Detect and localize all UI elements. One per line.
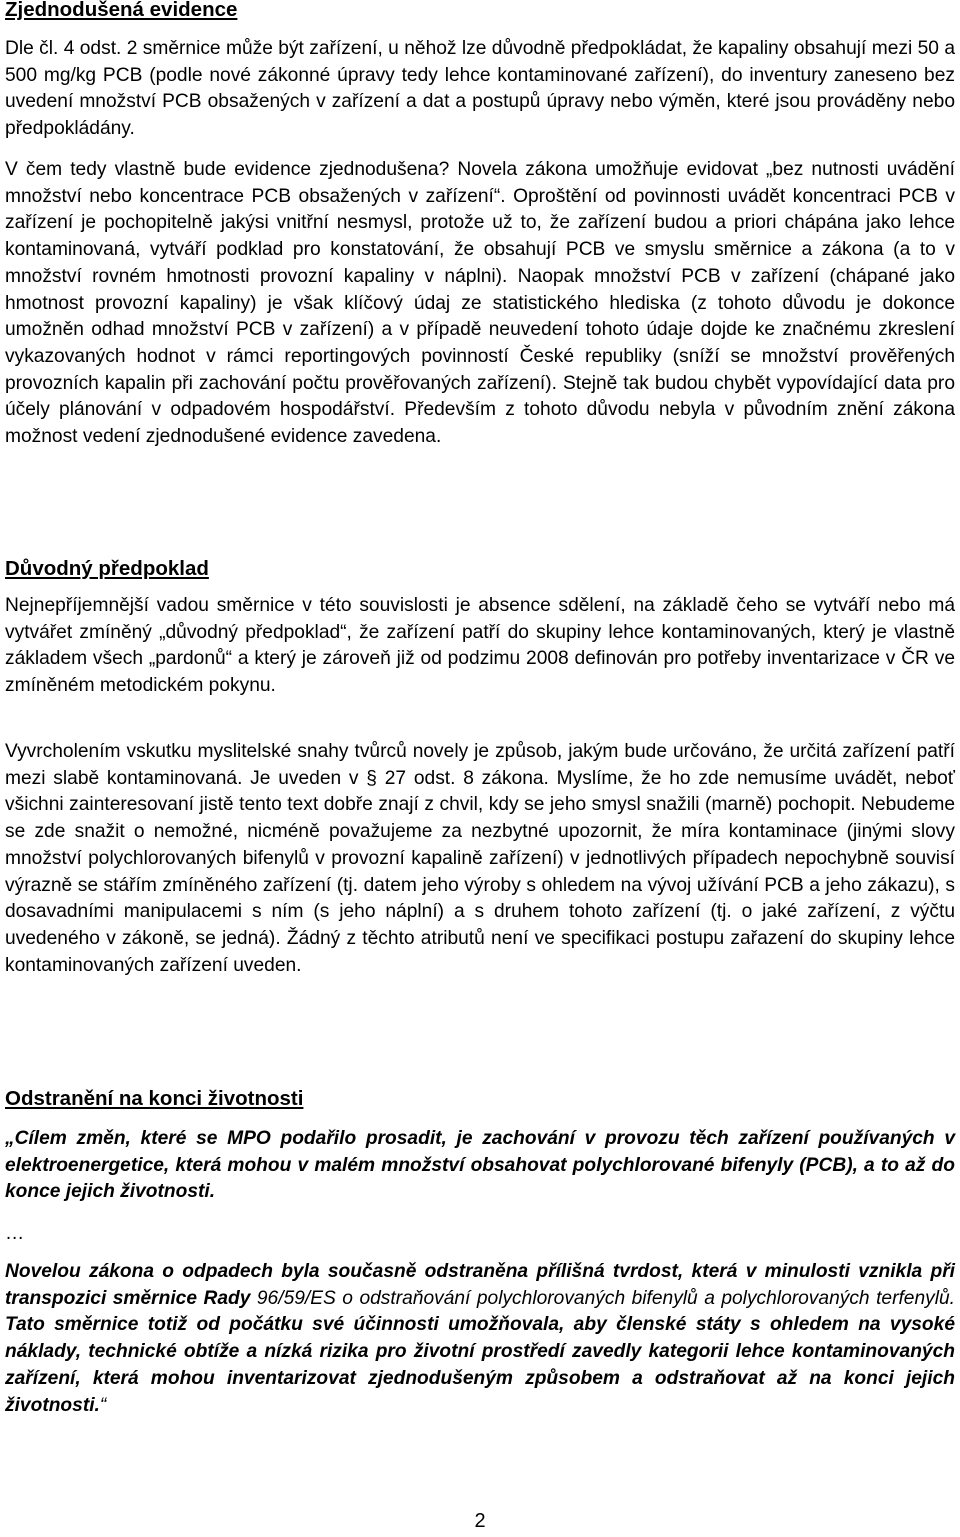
section-heading-simplified-records: Zjednodušená evidence [5,0,238,21]
paragraph: V čem tedy vlastně bude evidence zjednodušena? Novela zákona umožňuje evidovat „bez nutnosti uvádění množství nebo koncentrace PCB obsažených v zařízení“. Oproštění od povinnosti uvádět koncentraci PCB v zařízení je pochopitelně jakýsi vnitřní nesmysl, protože už to, že zařízení budou a priori chápána jako lehce kontaminovaná, vytváří podklad pro konstatování, že obsahují PCB ve smyslu směrnice a zákona (a to v množství rovném hmotnosti provozní kapaliny v náplni). Naopak množství PCB v zařízení (chápané jako hmotnost provozní kapaliny) je však klíčový údaj ze statistického hlediska (z tohoto důvodu je dokonce umožněn odhad množství PCB v zařízení) a v případě neuvedení tohoto údaje dojde ke značnému zkreslení vykazovaných hodnot v rámci reportingových povinností České republiky (sníží se množství prověřených provozních kapalin při zachování počtu prověřovaných zařízení). Stejně tak budou chybět vypovídající data pro účely plánování v odpadovém hospodářství. Především z tohoto důvodu nebyla v původním znění zákona možnost vedení zjednodušené evidence zavedena. [5,159,955,448]
quote-text-italic: 96/59/ES o odstraňování polychlorovaných bifenylů a polychlorovaných terfenylů. [256,1287,955,1309]
quote-paragraph [5,1259,955,1419]
paragraph: Dle čl. 4 odst. 2 směrnice může být zařízení, u něhož lze důvodně předpokládat, že kapaliny obsahují mezi 50 a 500 mg/kg PCB (podle nové zákonné úpravy tedy lehce kontaminované zařízení), do inventury zaneseno bez uvedení množství PCB obsažených v zařízení a dat a postupů úpravy nebo výměn, které jsou prováděny nebo předpokládány. [5,38,955,140]
section-heading-reasonable-assumption: Důvodný předpoklad [5,557,209,580]
ellipsis: … [5,1223,25,1244]
section-heading-end-of-life-removal: Odstranění na konci životnosti [5,1087,304,1110]
quote-text-bold: Tato směrnice totiž od počátku své účinnosti umožňovala, aby členské státy s ohledem na vysoké náklady, technické obtíže a nízká rizika pro životní prostředí zavedly kategorii lehce kontaminovaných zařízení, která mohou inventarizovat zjednodušeným způsobem a odstraňovat až na konci jejich životnosti. [5,1314,955,1416]
quote-paragraph: „Cílem změn, které se MPO podařilo prosadit, je zachování v provozu těch zařízení používaných v elektroenergetice, která mohou v malém množství obsahovat polychlorované bifenyly (PCB), a to až do konce jejich životnosti. [5,1128,955,1203]
closing-quote-mark: “ [99,1394,107,1416]
quote-text-bold: Novelou zákona o odpadech byla současně odstraněna přílišná tvrdost, která v minulosti vznikla při transpozici směrnice Rady [5,1261,955,1309]
paragraph: Vyvrcholením vskutku myslitelské snahy tvůrců novely je způsob, jakým bude určováno, že určitá zařízení patří mezi slabě kontaminovaná. Je uveden v § 27 odst. 8 zákona. Myslíme, že ho zde nemusíme uvádět, neboť všichni zainteresovaní jistě tento text dobře znají z chvil, kdy se jeho smysl snažili (marně) pochopit. Nebudeme se zde snažit o nemožné, nicméně považujeme za nezbytné upozornit, že míra kontaminace (jinými slovy množství polychlorovaných bifenylů v provozní kapalině zařízení) v jednotlivých případech nepochybně souvisí výrazně se stářím zmíněného zařízení (tj. datem jeho výroby s ohledem na vývoj užívání PCB a jeho zákazu), s dosavadními manipulacemi s ním (s jeho náplní) a s druhem tohoto zařízení (tj. o jaké zařízení, z výčtu uvedeného v zákoně, se jedná). Žádný z těchto atributů není ve specifikaci postupu zařazení do skupiny lehce kontaminovaných zařízení uveden. [5,741,955,976]
page-number: 2 [474,1510,486,1532]
paragraph: Nejnepříjemnější vadou směrnice v této souvislosti je absence sdělení, na základě čeho se vytváří nebo má vytvářet zmíněný „důvodný předpoklad“, že zařízení patří do skupiny lehce kontaminovaných, který je vlastně základem všech „pardonů“ a který je zároveň již od podzimu 2008 definován pro potřeby inventarizace v ČR ve zmíněném metodickém pokynu. [5,595,955,697]
